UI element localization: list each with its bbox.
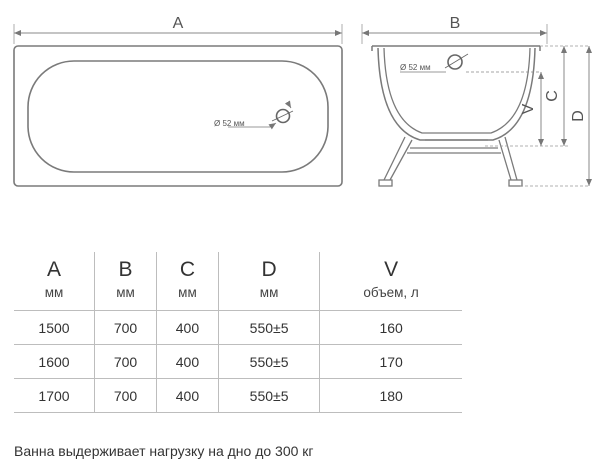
- tub-profile-outer: [378, 48, 535, 140]
- table-row: [14, 379, 462, 413]
- cell-v: 160: [320, 311, 462, 345]
- header-unit: мм: [44, 285, 64, 300]
- table-row: [14, 345, 462, 379]
- dimension-b-label: B: [449, 15, 461, 32]
- table-row: [14, 311, 462, 345]
- cell-d: 550±5: [218, 379, 319, 413]
- load-capacity-note: Ванна выдерживает нагрузку на дно до 300 кг: [14, 443, 314, 459]
- table-header-row: [14, 252, 462, 311]
- header-letter: V: [384, 258, 399, 281]
- legs: [379, 137, 522, 186]
- header-letter: A: [47, 258, 62, 281]
- side-view: [362, 15, 590, 186]
- cell-c: 400: [156, 311, 218, 345]
- cell-c: 400: [156, 345, 218, 379]
- header-b: [95, 252, 157, 311]
- drain-hole-top: [214, 103, 293, 128]
- cell-a: 1500: [14, 311, 95, 345]
- header-letter: B: [118, 258, 133, 281]
- cell-d: 550±5: [218, 311, 319, 345]
- header-v: [320, 252, 462, 311]
- cell-b: 700: [95, 379, 157, 413]
- bathtub-basin: [28, 61, 328, 172]
- dimension-v-label: V: [520, 103, 537, 115]
- dimensions-table: [14, 252, 462, 413]
- header-unit: мм: [116, 285, 135, 300]
- dimension-a-label: A: [172, 15, 184, 32]
- cell-b: 700: [95, 311, 157, 345]
- cell-v: 170: [320, 345, 462, 379]
- header-letter: C: [179, 258, 196, 281]
- bathtub-rim: [14, 46, 342, 186]
- drain-hole-side: [400, 54, 540, 72]
- bathtub-technical-drawing: [0, 0, 600, 215]
- header-unit: мм: [178, 285, 197, 300]
- header-unit: объем, л: [363, 285, 419, 300]
- cell-c: 400: [156, 379, 218, 413]
- dimension-d-label: D: [570, 110, 587, 122]
- top-view: [14, 15, 342, 186]
- cell-a: 1700: [14, 379, 95, 413]
- header-unit: мм: [259, 285, 279, 300]
- drain-diameter-side: Ø 52 мм: [400, 63, 431, 72]
- cell-a: 1600: [14, 345, 95, 379]
- cell-b: 700: [95, 345, 157, 379]
- dimension-c-label: C: [544, 90, 561, 102]
- header-d: [218, 252, 319, 311]
- cell-v: 180: [320, 379, 462, 413]
- drain-diameter-top: Ø 52 мм: [214, 119, 245, 128]
- cell-d: 550±5: [218, 345, 319, 379]
- header-letter: D: [261, 258, 277, 281]
- header-c: [156, 252, 218, 311]
- header-a: [14, 252, 95, 311]
